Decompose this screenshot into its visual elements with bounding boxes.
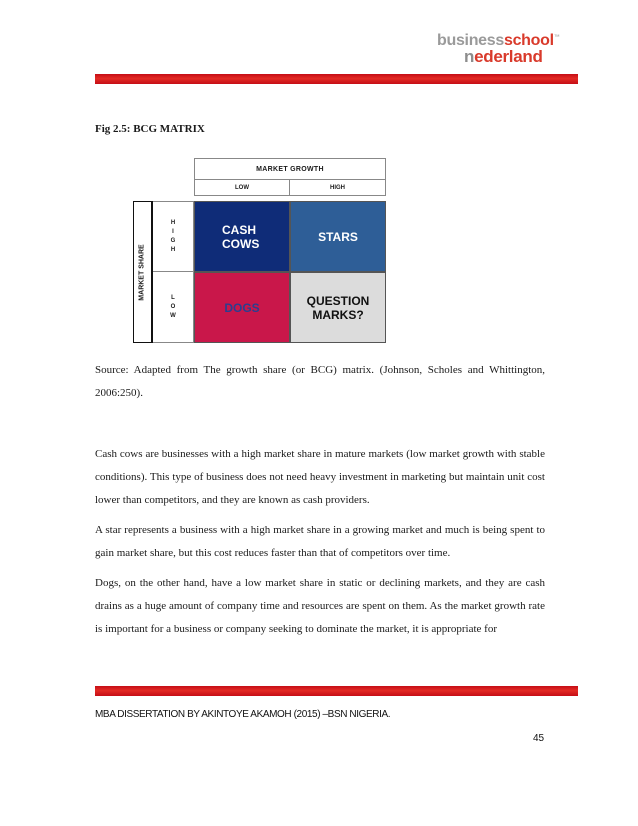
cash-cows-label-line: CASH	[222, 222, 257, 237]
row-low-letter: W	[170, 312, 176, 319]
row-high-letter: I	[172, 228, 174, 235]
paragraph-dogs: Dogs, on the other hand, have a low market share in static or declining markets, and they are cash drains as a huge amount of company time and resources are spent on them. As the market growth rate is important for a business or company seeking to dominate the market, it is appropriate for	[95, 577, 545, 635]
logo-letter-n: n	[464, 47, 475, 66]
footer-red-bar	[95, 686, 578, 696]
question-marks-label-line: QUESTION	[306, 293, 370, 308]
paragraph-stars: A star represents a business with a high market share in a growing market and much is being spent to gain market share, but this cost reduces faster than that of competitors over time.	[95, 524, 545, 559]
market-growth-header: MARKET GROWTH	[194, 158, 386, 180]
row-high-letter: H	[170, 246, 176, 253]
row-high-letter: H	[170, 219, 176, 226]
market-share-label: MARKET SHARE	[139, 243, 147, 301]
column-low-label: LOW	[194, 180, 290, 196]
row-low-letter: L	[171, 294, 175, 301]
market-share-axis	[133, 201, 153, 343]
row-low-letter: O	[170, 303, 176, 310]
cash-cows-quadrant	[194, 201, 290, 272]
paragraph-cash-cows: Cash cows are businesses with a high market share in mature markets (low market growth with stable conditions). This type of business does not need heavy investment in marketing but maintain unit cost lower than competitors, and they are known as cash providers.	[95, 448, 545, 506]
logo-line-2	[464, 48, 559, 65]
stars-label: STARS	[318, 229, 358, 244]
cash-cows-label-line: COWS	[222, 236, 260, 251]
business-school-logo	[437, 33, 559, 65]
footer-dissertation-line: MBA DISSERTATION BY AKINTOYE AKAMOH (2015) –BSN NIGERIA.	[95, 709, 391, 720]
logo-trademark: ™	[553, 34, 560, 41]
figure-caption: Fig 2.5: BCG MATRIX	[95, 123, 205, 135]
figure-source: Source: Adapted from The growth share (or BCG) matrix. (Johnson, Scholes and Whittington, 2006:250).	[95, 364, 545, 399]
logo-word-business: business	[437, 32, 504, 49]
logo-word-ederland: ederland	[474, 47, 543, 66]
column-high-label: HIGH	[290, 180, 386, 196]
logo-word-school: school	[503, 32, 554, 49]
row-high-label	[153, 201, 194, 272]
question-marks-quadrant	[290, 272, 386, 343]
header-red-bar	[95, 74, 578, 84]
row-low-label	[153, 272, 194, 343]
page-number: 45	[533, 733, 545, 744]
dogs-quadrant	[194, 272, 290, 343]
stars-quadrant	[290, 201, 386, 272]
row-high-letter: G	[170, 237, 176, 244]
bcg-matrix	[133, 158, 387, 343]
dogs-label: DOGS	[224, 300, 260, 315]
question-marks-label-line: MARKS?	[312, 307, 364, 322]
